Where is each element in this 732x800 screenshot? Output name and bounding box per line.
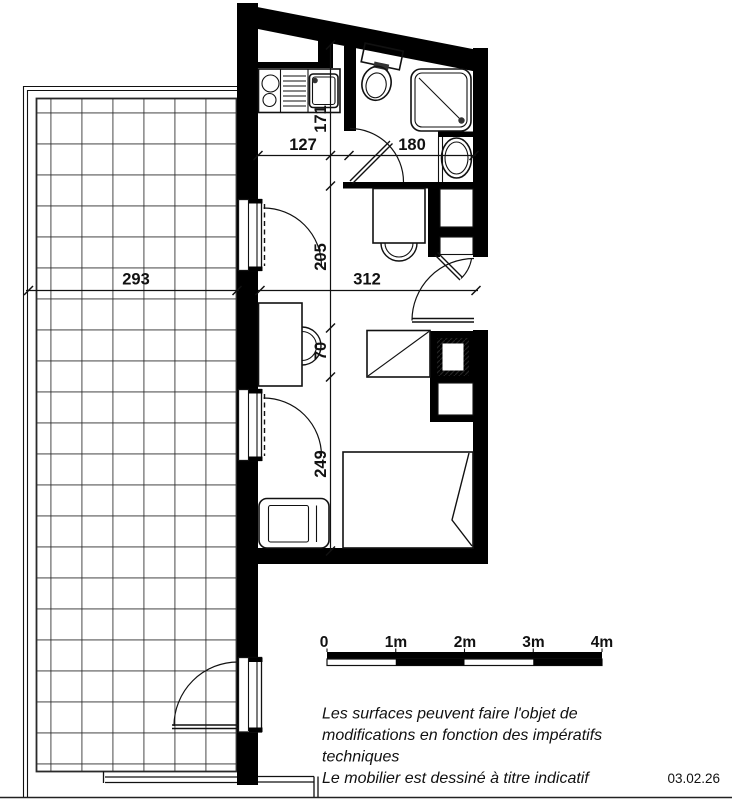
- shower-slope-line: [419, 78, 461, 120]
- bathroom-left-wall: [344, 46, 356, 131]
- dim-label-kitchen-depth: 171: [312, 105, 330, 133]
- scale-bar-segment: [533, 659, 602, 666]
- note-line-4: Le mobilier est dessiné à titre indicatif: [322, 770, 589, 787]
- dim-label-bathroom: 180: [398, 136, 426, 154]
- scale-label-4m: 4m: [590, 634, 614, 651]
- entrance-door-swing-arc: [412, 259, 474, 321]
- french-window-upper: [239, 199, 322, 271]
- bed: [343, 452, 473, 548]
- bed-blanket-fold: [452, 453, 472, 546]
- dim-label-kitchen: 127: [289, 136, 317, 154]
- bottom-exterior-wall: [237, 548, 488, 564]
- dim-label-upper-depth: 205: [312, 243, 330, 271]
- closet-door: [435, 253, 472, 281]
- scale-bar-segment: [396, 659, 465, 666]
- note-line-2: modifications en fonction des impératifs: [322, 727, 603, 744]
- door-frame-fill: [239, 658, 262, 733]
- door-cap-bottom: [249, 728, 263, 733]
- armchair-seat: [269, 506, 309, 543]
- terrace: [24, 87, 319, 798]
- dim-label-terrace: 293: [122, 270, 150, 289]
- legal-notes: [322, 706, 720, 788]
- wardrobe-diagonal: [368, 332, 429, 377]
- utility-shaft-core: [443, 344, 464, 371]
- window-frame-fill: [239, 390, 262, 461]
- burner-icon: [263, 94, 276, 107]
- desk: [373, 189, 425, 244]
- scale-label-3m: 3m: [522, 634, 545, 651]
- plan-date: 03.02.26: [667, 771, 720, 786]
- window-frame-fill: [239, 200, 262, 271]
- closet-divider-bar: [428, 227, 476, 237]
- shower-basin-divider-wall: [438, 132, 473, 138]
- faucet-icon: [312, 78, 318, 84]
- entrance-door-leaf: [412, 319, 474, 323]
- scale-label-2m: 2m: [453, 634, 477, 651]
- entry-closet-niche: [440, 189, 473, 227]
- washbasin: [442, 138, 472, 178]
- door-cap-top: [249, 658, 263, 663]
- dim-label-room-width: 312: [353, 270, 381, 289]
- right-exterior-wall-top: [473, 48, 488, 257]
- bathroom-door-leaf: [350, 141, 393, 184]
- note-line-3: techniques: [322, 748, 400, 766]
- french-window-lower: [239, 389, 322, 461]
- lower-niche: [438, 383, 473, 415]
- window-swing-arc: [264, 398, 322, 456]
- dim-label-sleeping-depth: 249: [312, 450, 330, 478]
- toilet-bowl-inner: [364, 71, 389, 100]
- dining-table: [259, 303, 303, 386]
- window-cap-bottom: [249, 457, 263, 462]
- small-closet-niche: [440, 237, 473, 255]
- closet-partition-wall: [428, 188, 440, 257]
- scale-label-1m: 1m: [384, 634, 408, 651]
- dim-label-table-clearance: 70: [312, 341, 330, 361]
- desk-chair-inner: [385, 243, 413, 257]
- window-cap-bottom: [249, 267, 263, 272]
- scale-bar-top-band: [327, 652, 602, 659]
- scale-label-0: 0: [319, 634, 329, 651]
- shower-drain-icon: [458, 117, 464, 123]
- closet-door-swing-arc: [461, 259, 472, 279]
- desk-chair-icon: [381, 243, 417, 261]
- note-line-1: Les surfaces peuvent faire l'objet de: [322, 705, 578, 723]
- terrace-threshold-lines: [104, 772, 319, 798]
- window-cap-top: [249, 199, 263, 204]
- walls: [237, 3, 488, 785]
- window-cap-top: [249, 389, 263, 394]
- washbasin-inner: [445, 142, 468, 174]
- drainboard-icon: [283, 76, 306, 106]
- burner-icon: [262, 75, 279, 92]
- bathroom-bottom-wall: [343, 182, 473, 189]
- lower-niche-bottom-wall: [430, 415, 473, 422]
- scale-bar: [320, 634, 614, 666]
